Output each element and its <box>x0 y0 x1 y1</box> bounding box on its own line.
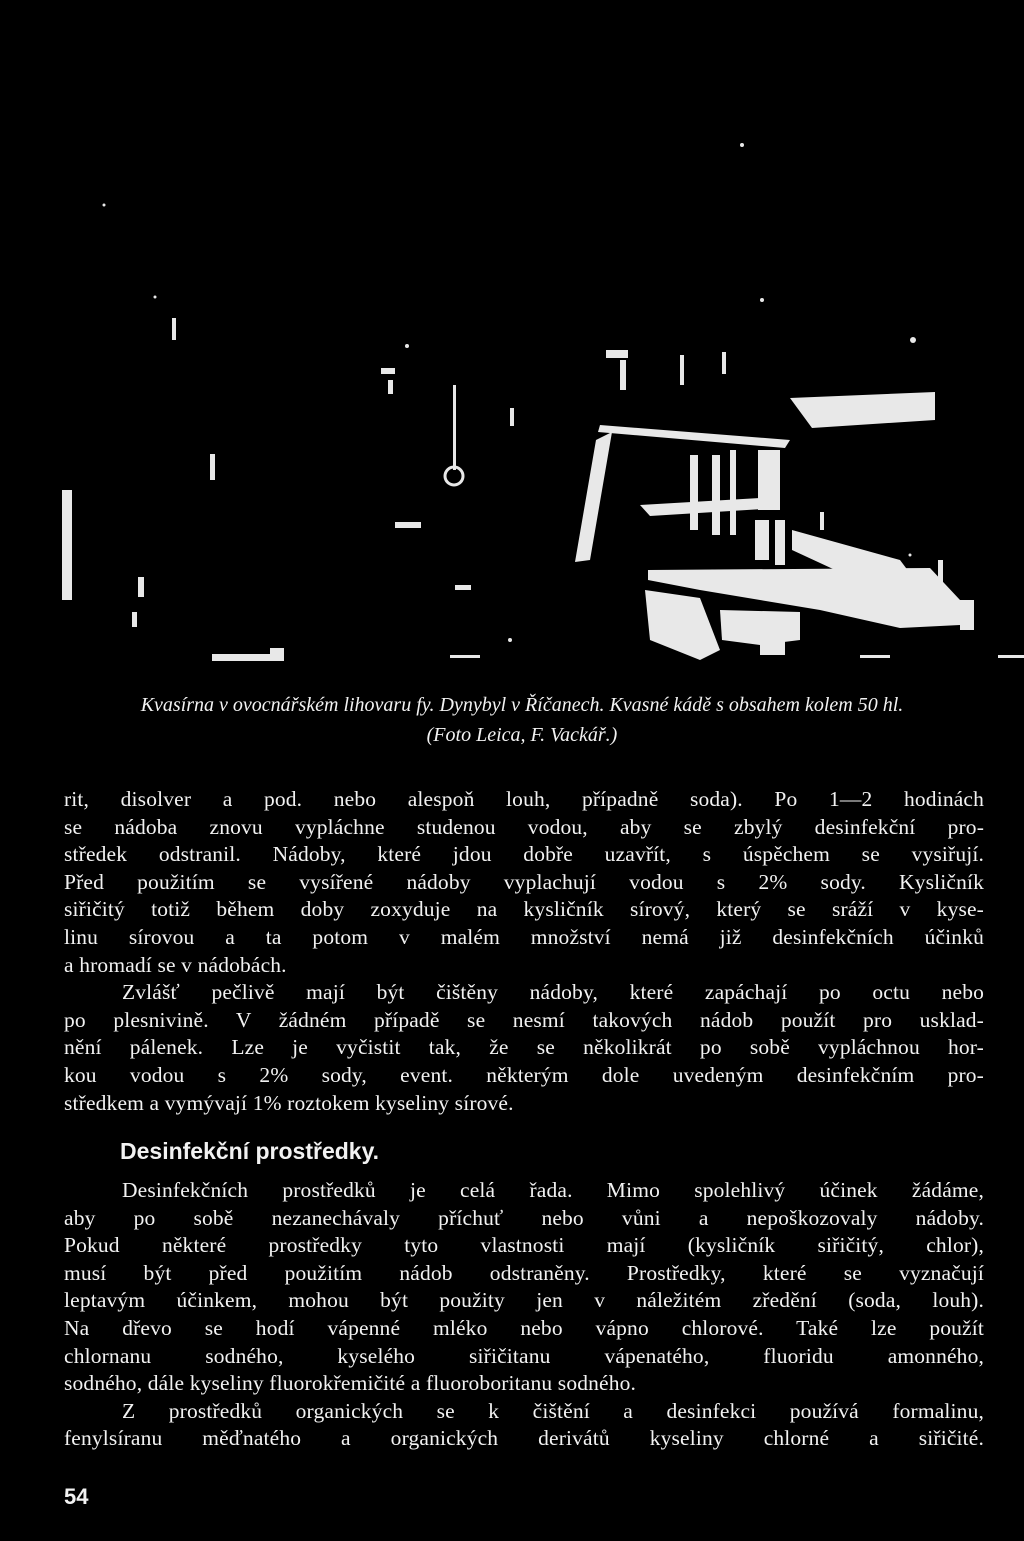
text-line: Z prostředků organických se k čištění a desinfekci používá formalinu, <box>122 1398 984 1423</box>
body-text-lower <box>64 1177 984 1453</box>
text-line: po plesnivině. V žádném případě se nesmí takových nádob použít pro usklad- <box>64 1007 984 1032</box>
text-line: musí být před použitím nádob odstraněny. Prostředky, které se vyznačují <box>64 1260 984 1285</box>
text-line: linu sírovou a ta potom v malém množství nemá již desinfekčních účinků <box>64 924 984 949</box>
text-line: rit, disolver a pod. nebo alespoň louh, případně soda). Po 1—2 hodinách <box>64 787 984 811</box>
text-line: Před použitím se vysířené nádoby vyplachují vodou s 2% sody. Kysličník <box>64 869 984 894</box>
text-line: Desinfekčních prostředků je celá řada. Mimo spolehlivý účinek žádáme, <box>122 1178 984 1202</box>
photo-caption <box>62 690 982 750</box>
text-line: a hromadí se v nádobách. <box>64 952 287 977</box>
paragraph-3 <box>64 1177 984 1398</box>
page-number: 54 <box>64 1484 89 1509</box>
caption-line-1: Kvasírna v ovocnářském lihovaru fy. Dynybyl v Říčanech. Kvasné kádě s obsahem kolem 50 hl. <box>140 694 904 716</box>
text-line: Zvlášť pečlivě mají být čištěny nádoby, které zapáchají po octu nebo <box>122 980 984 1005</box>
text-line: Pokud některé prostředky tyto vlastnosti mají (kysličník siřičitý, chlor), <box>64 1233 984 1258</box>
text-line: aby po sobě nezanechávaly příchuť nebo vůni a nepoškozovaly nádoby. <box>64 1205 984 1230</box>
text-line: sodného, dále kyseliny fluorokřemičité a fluoroboritanu sodného. <box>64 1371 637 1396</box>
fermentation-vats-photo <box>0 0 1024 680</box>
text-line: Na dřevo se hodí vápenné mléko nebo vápno chlorové. Také lze použít <box>64 1315 984 1340</box>
paragraph-2 <box>64 979 984 1117</box>
caption-line-2: (Foto Leica, F. Vackář.) <box>426 724 618 746</box>
text-line: nění pálenek. Lze je vyčistit tak, že se několikrát po sobě vypláchnou hor- <box>64 1035 984 1060</box>
paragraph-4 <box>64 1398 984 1453</box>
section-heading: Desinfekční prostředky. <box>120 1138 380 1164</box>
text-line: siřičitý totiž během doby zoxyduje na kysličník sírový, který se sráží v kyse- <box>64 897 984 922</box>
paragraph-1 <box>64 786 984 979</box>
text-line: fenylsíranu měďnatého a organických derivátů kyseliny chlorné a siřičité. <box>64 1426 984 1451</box>
text-line: se nádoba znovu vypláchne studenou vodou, aby se zbylý desinfekční pro- <box>64 814 984 839</box>
body-text-upper <box>64 786 984 1117</box>
text-line: kou vodou s 2% sody, event. některým dole uvedeným desinfekčním pro- <box>64 1062 984 1087</box>
text-line: leptavým účinkem, mohou být použity jen v náležitém zředění (soda, louh). <box>64 1288 984 1313</box>
text-line: středek odstranil. Nádoby, které jdou dobře uzavřít, s úspěchem se vysiřují. <box>64 842 984 867</box>
text-line: středkem a vymývají 1% roztokem kyseliny sírové. <box>64 1090 514 1115</box>
text-line: chlornanu sodného, kyselého siřičitanu vápenatého, fluoridu amonného, <box>64 1343 984 1368</box>
